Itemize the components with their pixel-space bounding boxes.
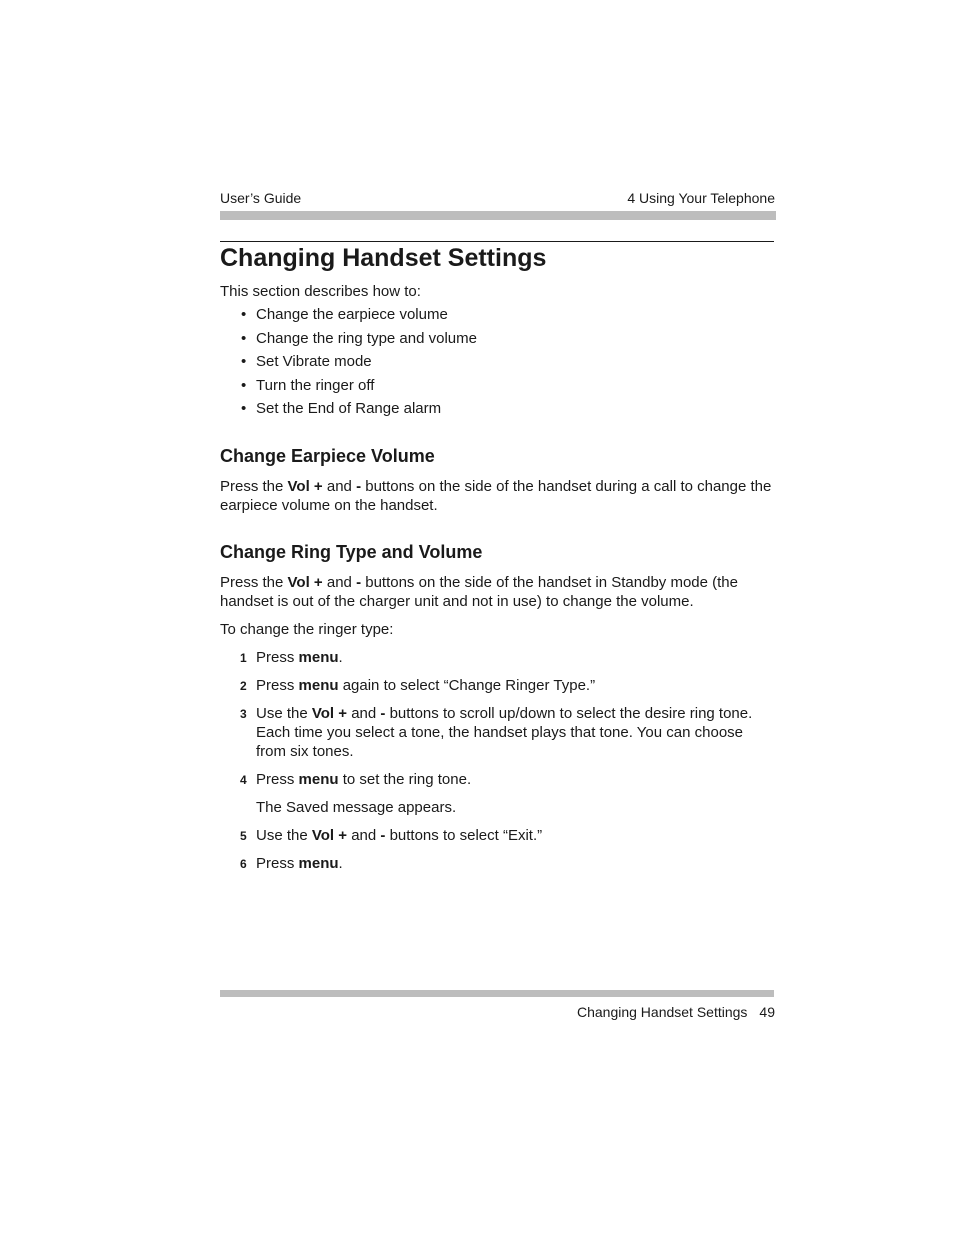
section-heading-ring: Change Ring Type and Volume — [220, 542, 483, 562]
list-item: • Set the End of Range alarm — [241, 400, 442, 418]
topic-list — [220, 305, 477, 423]
step-item: 6 Press menu. — [240, 855, 343, 872]
step-item: 5 Use the Vol + and - buttons to select “Exit.” — [240, 827, 543, 844]
footer-bar — [220, 990, 774, 997]
footer-section-title: Changing Handset Settings — [576, 1004, 748, 1020]
earpiece-paragraph: Press the Vol + and - buttons on the side of the handset during a call to change the earpiece volume on the handset. — [220, 478, 772, 514]
step-item: 3 Use the Vol + and - buttons to scroll up/down to select the desire ring tone. Each time you select a tone, the handset plays that tone. You can choose from six tones. — [240, 705, 753, 760]
list-item: • Set Vibrate mode — [241, 353, 372, 371]
list-item: • Turn the ringer off — [241, 376, 375, 394]
list-item: • Change the ring type and volume — [241, 329, 477, 347]
header-guide-title: User’s Guide — [220, 190, 302, 206]
running-footer — [577, 1004, 775, 1020]
page-title: Changing Handset Settings — [220, 244, 547, 272]
section-heading-earpiece: Change Earpiece Volume — [220, 446, 435, 466]
step-item: 1 Press menu. — [240, 649, 343, 666]
ringer-type-intro: To change the ringer type: — [220, 621, 394, 638]
header-chapter: 4 Using Your Telephone — [627, 190, 775, 206]
header-bar — [220, 211, 776, 220]
page-number: 49 — [759, 1004, 775, 1020]
step-note: The Saved message appears. — [256, 799, 457, 816]
list-item: • Change the earpiece volume — [241, 306, 448, 323]
step-item: 4 Press menu to set the ring tone. — [240, 771, 472, 788]
ring-paragraph: Press the Vol + and - buttons on the side of the handset in Standby mode (the handset is out of the charger unit and not in use) to change the volume. — [220, 574, 738, 610]
step-item: 2 Press menu again to select “Change Ringer Type.” — [240, 677, 596, 694]
intro-text: This section describes how to: — [220, 283, 421, 300]
